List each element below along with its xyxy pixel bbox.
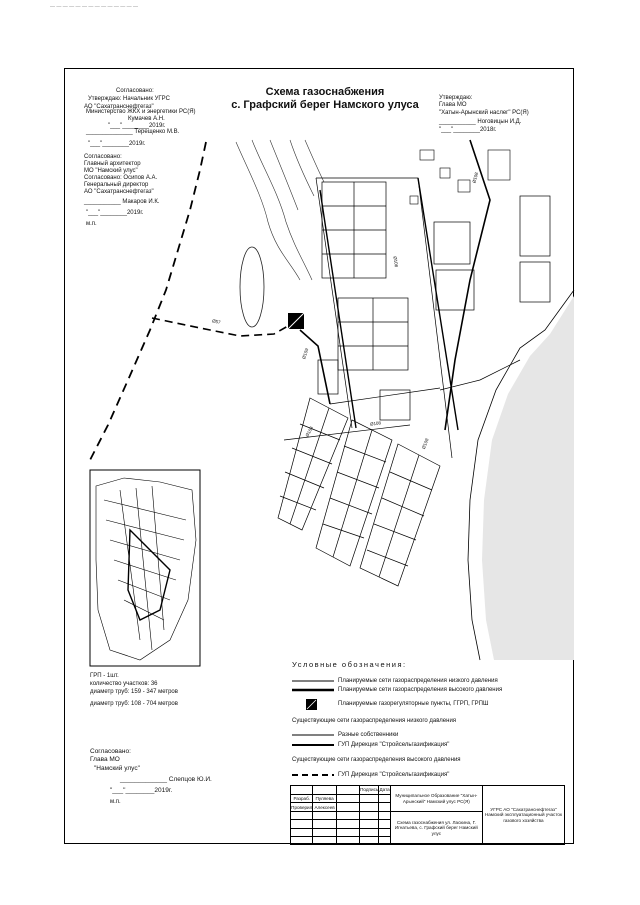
terrain-contours [236, 140, 324, 280]
lake [240, 247, 264, 327]
chief-architect: Главный архитектор [84, 161, 141, 167]
signer-nogovitsyn: ___________ Ноговицын И.Д. [439, 119, 522, 125]
agreed-bottom-label: Согласовано: [90, 748, 131, 755]
overview-inset-frame [90, 470, 200, 666]
pipe-diameter-2: диаметр труб: 108 - 704 метров [90, 701, 178, 707]
legend-item-gup-low: ГУП Дирекция "Стройсельгазификация" [338, 742, 450, 748]
plot-count: количество участков: 36 [90, 681, 158, 687]
scan-top-dashes: — — — — — — — — — — — — — — [50, 4, 139, 10]
date-2: "___"________2019г. [88, 141, 146, 147]
high-pressure-branch-dashed [152, 318, 295, 336]
approve-org: АО "Сахатранснефтегаз" [84, 104, 154, 110]
mo-namsky-bottom: "Намский улус" [94, 765, 140, 772]
pipe-label-1: Ø57 [211, 318, 221, 325]
river-fill [482, 296, 574, 660]
head-mo-bottom: Глава МО [90, 756, 120, 763]
signer-osipov: Согласовано: Осипов А.А. [84, 175, 158, 181]
director-org: АО "Сахатранснефтегаз" [84, 189, 154, 195]
head-mo: Глава МО [439, 102, 467, 108]
stamp-sign-header: Подпись [360, 786, 379, 795]
high-pressure-pipeline-dashed [88, 142, 206, 464]
stamp-organization: Муниципальное Образование "Хатын-Арынский" Намский улус РС(Я) [390, 786, 482, 812]
signer-tereshchenko: ______________ Терещенко М.В. [86, 129, 180, 135]
legend-title: Условные обозначения: [292, 660, 407, 669]
pipe-label-6: Ø108 [471, 171, 480, 184]
pipe-label-2: Ø159 [301, 347, 310, 360]
date-3: "___"________2019г. [86, 210, 144, 216]
legend-item-grp: Планируемые газорегуляторные пункты, ГГРП, ГРПШ [338, 701, 489, 707]
agreed-label-2: Согласовано: [84, 154, 122, 160]
legend-item-low-planned: Планируемые сети газораспределения низкого давления [338, 678, 498, 684]
settlement-buildings [410, 150, 510, 204]
title-line-2: с. Графский берег Намского улуса [231, 99, 419, 111]
signer-makarov: ___________ Макаров И.К. [84, 199, 160, 205]
stamp-date-header: Дата [379, 786, 390, 795]
date-right: "___"________2018г. [439, 127, 497, 133]
stamp-chk-name: Алексеев [313, 803, 336, 812]
general-director: Генеральный директор [84, 182, 149, 188]
pipe-diameter-1: диаметр труб: 159 - 347 метров [90, 689, 178, 695]
streets [284, 140, 520, 458]
date-bottom: "___"________2019г. [110, 787, 173, 794]
plots-bottom [278, 398, 440, 586]
signer-kumachev: Кумачев А.Н. [128, 116, 165, 122]
title-block-stamp [290, 785, 565, 845]
grp-count: ГРП - 1шт. [90, 673, 119, 679]
stamp-description: Схема газоснабжения ул. Ласкина, Г. Игнатьева, с. Графский берег Намский улус [390, 812, 482, 845]
legend-heading-existing-low: Существующие сети газораспределения низкого давления [292, 718, 457, 724]
legend-heading-existing-high: Существующие сети газораспределения высокого давления [292, 757, 461, 763]
pipe-label-3: Ø108 [392, 255, 399, 268]
pipe-label-4: Ø108 [369, 420, 382, 427]
stamp-operator: УГРС АО "Сахатранснефтегаз" Намский эксплуатационный участок газового хозяйства [482, 786, 564, 845]
signer-sleptsov: _____________ Слепцов Ю.И. [120, 776, 212, 783]
naslег-org: "Хатын-Арынский наслег" РС(Я) [439, 110, 529, 116]
pipe-label-7: Ø108 [421, 437, 430, 450]
legend-item-high-planned: Планируемые сети газораспределения высокого давления [338, 687, 503, 693]
legend-item-gup-high: ГУП Дирекция "Стройсельгазификация" [338, 772, 450, 778]
stamp-dev-name: Пуляева [313, 794, 336, 803]
approve-head: Утверждаю: Начальник УГРС [88, 96, 170, 102]
agreed-label: Согласовано: [116, 88, 154, 94]
approve-right-label: Утверждаю: [439, 95, 473, 101]
stamp-place: м.п. [86, 221, 97, 227]
legend-item-owners: Разные собственники [338, 732, 399, 738]
stamp-place-bottom: м.п. [110, 799, 121, 805]
stamp-chk-label: Проверил [291, 803, 313, 812]
mo-namsky: МО "Намский улус" [84, 168, 138, 174]
pipe-label-5: Ø108 [304, 425, 315, 438]
stamp-dev-label: Разраб. [291, 794, 313, 803]
title-line-1: Схема газоснабжения [265, 86, 385, 98]
date-1: "___"________2019г. [108, 123, 166, 129]
ministry-label: Министерство ЖКХ и энергетики РС(Я) [86, 109, 196, 115]
